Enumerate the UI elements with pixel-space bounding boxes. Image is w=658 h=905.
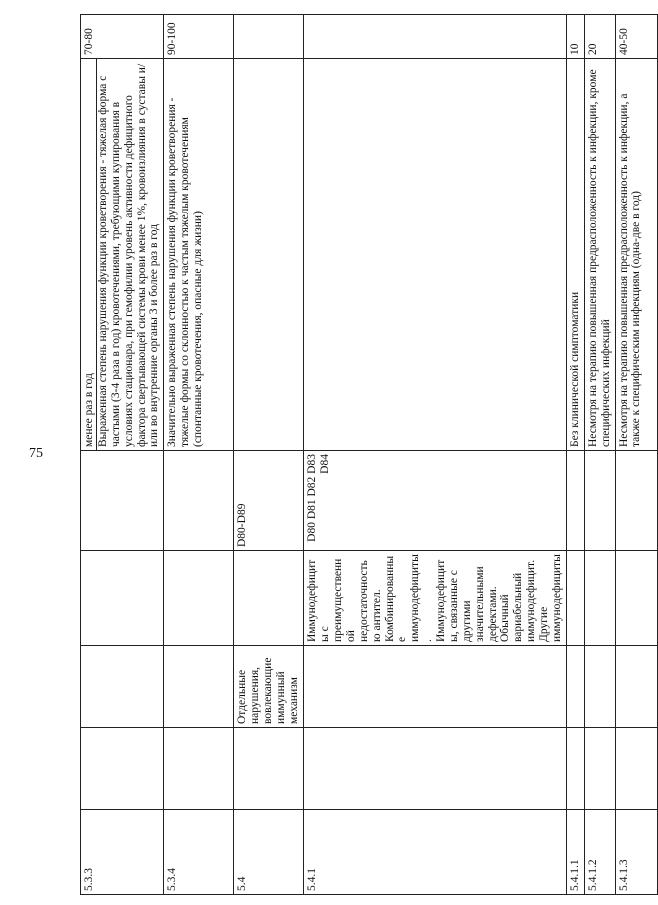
- empty-cell: [234, 15, 304, 59]
- row-number: 5.4: [234, 810, 304, 895]
- table-row: [234, 15, 304, 895]
- icd-codes: D80 D81 D82 D83 D84: [304, 451, 567, 551]
- empty-cell: [584, 728, 615, 810]
- empty-cell: [615, 551, 657, 646]
- table-row: [81, 15, 164, 895]
- empty-cell: [81, 451, 164, 551]
- description-text: Несмотря на терапию повышенная предрасположенность к инфекции, а также к специфическим инфекциям (одна-две в год): [615, 59, 657, 451]
- row-number: 5.3.3: [81, 810, 164, 895]
- empty-cell: [304, 728, 567, 810]
- disability-criteria-table: [80, 14, 658, 895]
- table-row: [304, 15, 567, 895]
- description-continuation: менее раз в год: [83, 373, 95, 447]
- empty-cell: [304, 646, 567, 728]
- icd-codes: D80-D89: [234, 451, 304, 551]
- diagnosis-list: Иммунодефициты с преимущественной недостаточностью антител. Комбинированные иммунодефициты. Иммунодефициты, связанные с другими значительными дефектами. Обычный вариабельный иммунодефицит. Другие иммунодефициты: [304, 551, 567, 646]
- empty-cell: [81, 728, 164, 810]
- section-title: Отдельные нарушения, вовлекающие иммунный механизм: [234, 646, 304, 728]
- table-row: [566, 15, 584, 895]
- table-row: [164, 15, 234, 895]
- empty-cell: [566, 646, 584, 728]
- empty-cell: [234, 551, 304, 646]
- empty-cell: [584, 451, 615, 551]
- description-text: Без клинической симптоматики: [566, 59, 584, 451]
- empty-cell: [81, 646, 164, 728]
- empty-cell: [566, 451, 584, 551]
- empty-cell: [566, 551, 584, 646]
- empty-cell: [81, 551, 164, 646]
- empty-cell: [164, 728, 234, 810]
- empty-cell: [584, 646, 615, 728]
- percent-cell: 10: [566, 15, 584, 59]
- percent-cell: 40-50: [615, 15, 657, 59]
- table-row: [584, 15, 615, 895]
- page-number: 75: [29, 446, 43, 461]
- row-number: 5.4.1.3: [615, 810, 657, 895]
- percent-cell: 70-80: [81, 15, 164, 59]
- rotated-table-wrapper: [80, 5, 643, 895]
- percent-cell: 20: [584, 15, 615, 59]
- table-row: [615, 15, 657, 895]
- empty-cell: [615, 728, 657, 810]
- empty-cell: [164, 646, 234, 728]
- empty-cell: [566, 728, 584, 810]
- row-number: 5.4.1.1: [566, 810, 584, 895]
- row-number: 5.4.1: [304, 810, 567, 895]
- empty-cell: [164, 551, 234, 646]
- percent-cell: 90-100: [164, 15, 234, 59]
- empty-cell: [164, 451, 234, 551]
- empty-cell: [304, 59, 567, 451]
- row-number: 5.4.1.2: [584, 810, 615, 895]
- row-number: 5.3.4: [164, 810, 234, 895]
- empty-cell: [615, 646, 657, 728]
- empty-cell: [584, 551, 615, 646]
- empty-cell: [234, 728, 304, 810]
- description-text: Несмотря на терапию повышенная предрасположенность к инфекции, кроме специфических инфекций: [584, 59, 615, 451]
- description-cell: [81, 59, 164, 451]
- description-text: Значительно выраженная степень нарушения функции кроветворения - тяжелые формы со склонностью к частым тяжелым кровотечениям (спонтанные кровотечения, опасные для жизни): [164, 59, 234, 451]
- empty-cell: [304, 15, 567, 59]
- empty-cell: [234, 59, 304, 451]
- empty-cell: [615, 451, 657, 551]
- description-text: Выраженная степень нарушения функции кроветворения - тяжелая форма с частыми (3-4 раза в год) кровотечениями, требующими купирования в условиях стационара, при гемофилии уровень активности дефицитного фактора свертывающей системы крови менее 1%, кровоизлияния в суставы и/или во внутренние органы 3 и более раз в год: [96, 59, 161, 450]
